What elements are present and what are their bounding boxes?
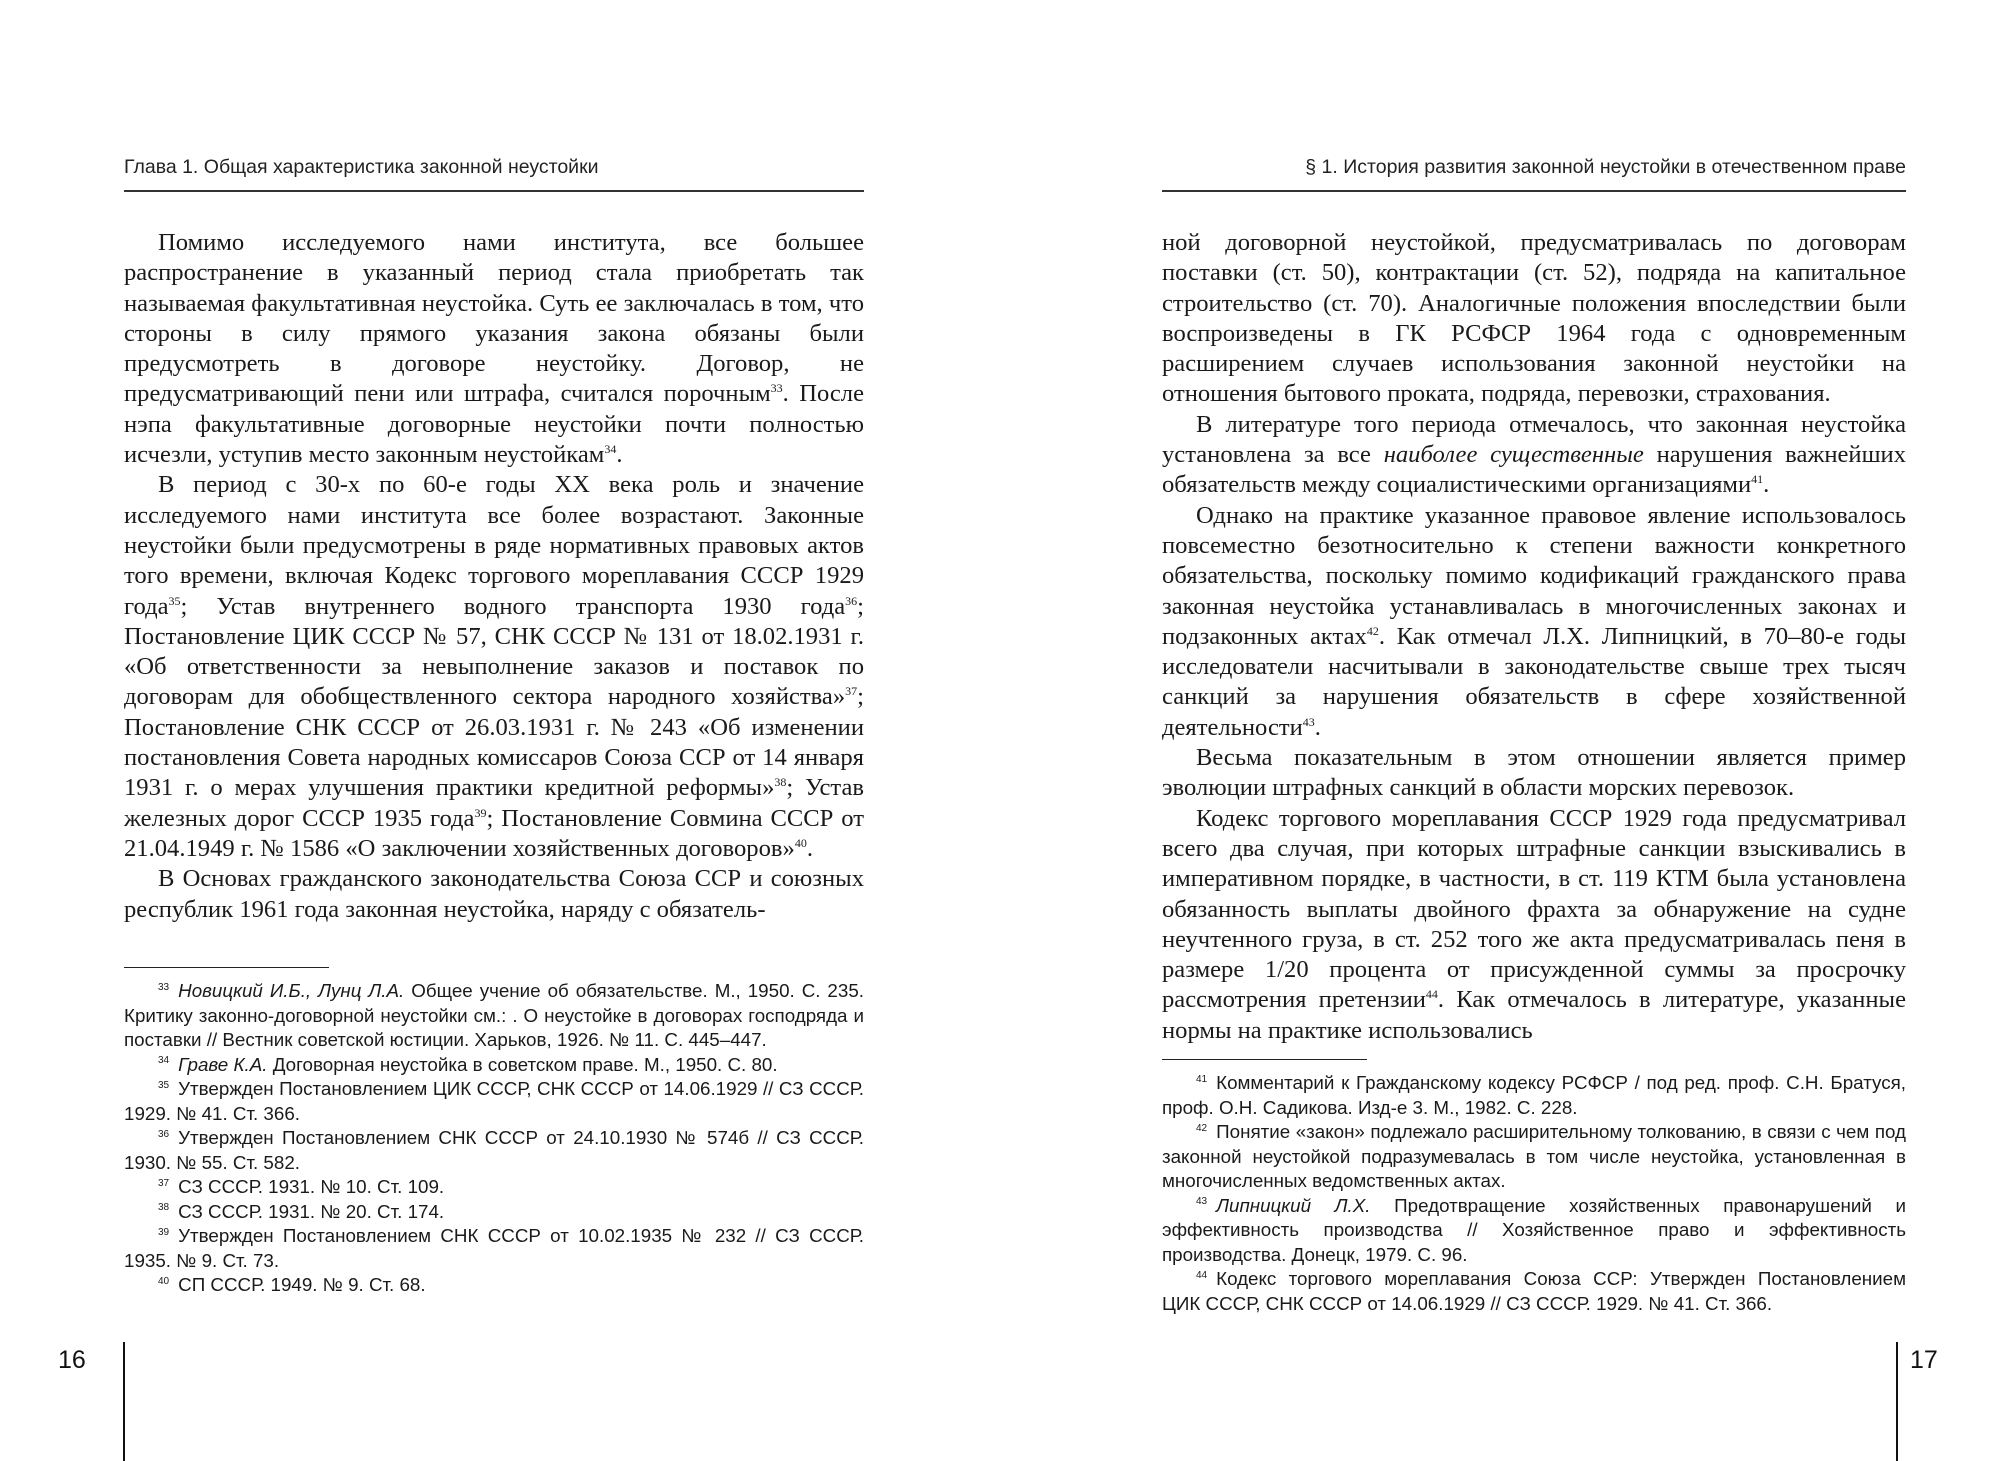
text-run: . После нэпа факультативные договорные неустойки почти полностью исчезли, уступив место законным неустойкам [124,380,864,469]
italic-text: Липницкий Л.Х. [1216,1194,1371,1216]
text-run: Договорная неустойка в советском праве. М., 1950. С. 80. [267,1053,778,1075]
text-run: нарушения важнейших обязательств между социалистическими организациями [1162,441,1906,499]
footnote-marker: 43 [1196,1196,1208,1208]
footnote-separator [1162,1059,1367,1060]
footnote-marker: 44 [1196,1269,1208,1281]
footnote-marker: 38 [774,775,787,790]
text-run: СП СССР. 1949. № 9. Ст. 68. [178,1274,426,1295]
text-run: Понятие «закон» подлежало расширительному толкованию, в связи с чем под законной неустойкой подразумевалась в том числе неустойка, установленная в многочисленных ведомственных актах. [1162,1121,1906,1191]
running-header [1162,154,1906,192]
footnote-marker: 38 [158,1202,170,1214]
text-run: В литературе того периода отмечалось, что законная неустойка установлена за все [1162,410,1906,469]
text-run: Кодекс торгового мореплавания СССР 1929 года предусматривал всего два случая, при которых штрафные санкции взыскивались в императивном порядке, в частности, в ст. 119 КТМ была установлена обязанность выплаты двойного фрахта за обнаружение на судне неучтенного груза, в ст. 252 того же акта предусматривалась пеня в размере 1/20 процента от присужденной суммы за просрочку рассмотрения претензии [1162,804,1906,1014]
text-run: ; Постановление Совмина СССР от 21.04.1949 г. № 1586 «О заключении хозяйственных договоров» [124,804,864,862]
footnote-marker: 36 [158,1128,170,1140]
text-run: Однако на практике указанное правовое явление использовалось повсеместно безотносительно к степени важности конкретного обязательства, поскольку помимо кодификаций гражданского права законная неустойка устанавливалась в многочисленных законах и подзаконных актах [1162,501,1906,650]
footnote-marker: 34 [158,1055,170,1067]
footnote-marker: 42 [1366,623,1379,638]
footnote-marker: 43 [1302,714,1315,729]
text-run: СЗ СССР. 1931. № 20. Ст. 174. [178,1200,445,1222]
footnote [1162,1071,1906,1120]
body-text [1162,228,1906,1046]
footnote-marker: 39 [474,805,487,820]
footnote-marker: 33 [158,981,170,993]
italic-text: Новицкий И.Б., Лунц Л.А. [178,980,405,1001]
paragraph [1162,501,1906,743]
text-run: Утвержден Постановлением СНК СССР от 24.10.1930 № 574б // СЗ СССР. 1930. № 55. Ст. 582. [124,1127,864,1173]
running-header-text: § 1. История развития законной неустойки в отечественном праве [1305,156,1906,178]
text-run: . [1763,471,1770,499]
footnote [124,1077,864,1126]
footnote-marker: 40 [794,835,807,850]
footnote [124,1273,864,1298]
paragraph [1162,410,1906,501]
paragraph [1162,804,1906,1046]
footnotes [124,979,864,1298]
italic-text: наиболее существенные [1383,441,1644,469]
footnote [124,1200,864,1225]
text-run: Предотвращение хозяйственных правонарушений и эффективность производства // Хозяйственное право и эффективность производства. Донецк, 1979. С. 96. [1162,1194,1906,1265]
footnote-marker: 41 [1751,472,1764,487]
footnote-marker: 40 [158,1275,170,1287]
paragraph [124,470,864,864]
text-run: Утвержден Постановлением СНК СССР от 10.02.1935 № 232 // СЗ СССР. 1935. № 9. Ст. 73. [124,1225,864,1271]
text-run: ; Устав железных дорог СССР 1935 года [124,774,864,832]
margin-line [123,1342,125,1461]
footnote-marker: 36 [845,593,858,608]
footnote-marker: 44 [1425,987,1438,1002]
footnote-marker: 39 [158,1226,170,1238]
text-run: . Как отмечалось в литературе, указанные нормы на практике использовались [1162,986,1906,1044]
page-number: 17 [1910,1346,1938,1374]
footnote-marker: 42 [1196,1122,1208,1134]
footnote-marker: 35 [158,1079,170,1091]
text-run: В Основах гражданского законодательства Союза ССР и союзных республик 1961 года законная неустойка, наряду с обязатель- [124,865,864,923]
paragraph [1162,743,1906,804]
margin-line [1896,1342,1898,1461]
footnotes [1162,1071,1906,1316]
footnote-marker: 37 [845,684,858,699]
text-run: Помимо исследуемого нами института, все большее распространение в указанный период стала приобретать так называемая факультативная неустойка. Суть ее заключалась в том, что стороны в силу прямого указания закона обязаны были предусмотреть в договоре неустойку. Договор, не предусматривающий пени или штрафа, считался порочным [124,229,864,408]
text-run: . [1314,713,1321,741]
paragraph [124,864,864,925]
text-run: В период с 30-х по 60-е годы XX века роль и значение исследуемого нами института все более возрастают. Законные неустойки были предусмотрены в ряде нормативных правовых актов того времени, включая Кодекс торгового мореплавания СССР 1929 года [124,471,864,620]
footnote [124,1175,864,1200]
text-run: ; Постановление ЦИК СССР № 57, СНК СССР № 131 от 18.02.1931 г. «Об ответственности за невыполнение заказов и поставок по договорам для обобществленного сектора народного хозяйства» [124,592,864,711]
footnote-marker: 33 [770,381,783,396]
footnote-marker: 34 [604,441,617,456]
text-run: Весьма показательным в этом отношении является пример эволюции штрафных санкций в области морских перевозок. [1162,744,1906,802]
page-number: 16 [58,1346,86,1374]
footnote-marker: 35 [168,593,181,608]
running-header-text: Глава 1. Общая характеристика законной неустойки [124,156,599,178]
text-run: . [806,834,813,862]
paragraph [1162,228,1906,410]
footnote-marker: 37 [158,1177,170,1189]
footnote [1162,1120,1906,1194]
text-run: ; Устав внутреннего водного транспорта 1930 года [180,592,846,620]
body-text [124,228,864,925]
footnote [1162,1267,1906,1316]
text-run: Кодекс торгового мореплавания Союза ССР: Утвержден Постановлением ЦИК СССР, СНК СССР от 14.06.1929 // СЗ СССР. 1929. № 41. Ст. 366. [1162,1268,1906,1314]
text-run: СЗ СССР. 1931. № 10. Ст. 109. [178,1176,445,1197]
footnote-marker: 41 [1196,1073,1208,1085]
footnote [124,979,864,1053]
text-run: . Как отмечал Л.Х. Липницкий, в 70–80-е годы исследователи насчитывали в законодательстве свыше трех тысяч санкций за нарушения обязательств в сфере хозяйственной деятельности [1162,622,1906,741]
paragraph [124,228,864,470]
footnote [124,1126,864,1175]
text-run: Комментарий к Гражданскому кодексу РСФСР / под ред. проф. С.Н. Братуся, проф. О.Н. Садикова. Изд-е 3. М., 1982. С. 228. [1162,1072,1906,1118]
right-page [1000,0,2000,1461]
italic-text: Граве К.А. [178,1053,268,1075]
footnote [1162,1194,1906,1268]
footnote [124,1224,864,1273]
text-run: Общее учение об обязательстве. М., 1950. С. 235. Критику законно-договорной неустойки см.: . О неустойке в договорах господряда и поставки // Вестник советской юстиции. Харьков, 1926. № 11. С. 445–447. [124,980,864,1050]
text-run: ; Постановление СНК СССР от 26.03.1931 г. № 243 «Об изменении постановления Совета народных комиссаров Союза ССР от 14 января 1931 г. о мерах улучшения практики кредитной реформы» [124,683,864,802]
text-run: . [616,441,623,469]
text-run: Утвержден Постановлением ЦИК СССР, СНК СССР от 14.06.1929 // СЗ СССР. 1929. № 41. Ст. 366. [124,1078,864,1124]
footnote-separator [124,967,329,968]
footnote [124,1053,864,1078]
text-run: ной договорной неустойкой, предусматривалась по договорам поставки (ст. 50), контрактации (ст. 52), подряда на капитальное строительство (ст. 70). Аналогичные положения впоследствии были воспроизведены в ГК РСФСР 1964 года с одновременным расширением случаев использования законной неустойки на отношения бытового проката, подряда, перевозки, страхования. [1162,229,1906,408]
running-header [124,154,864,192]
